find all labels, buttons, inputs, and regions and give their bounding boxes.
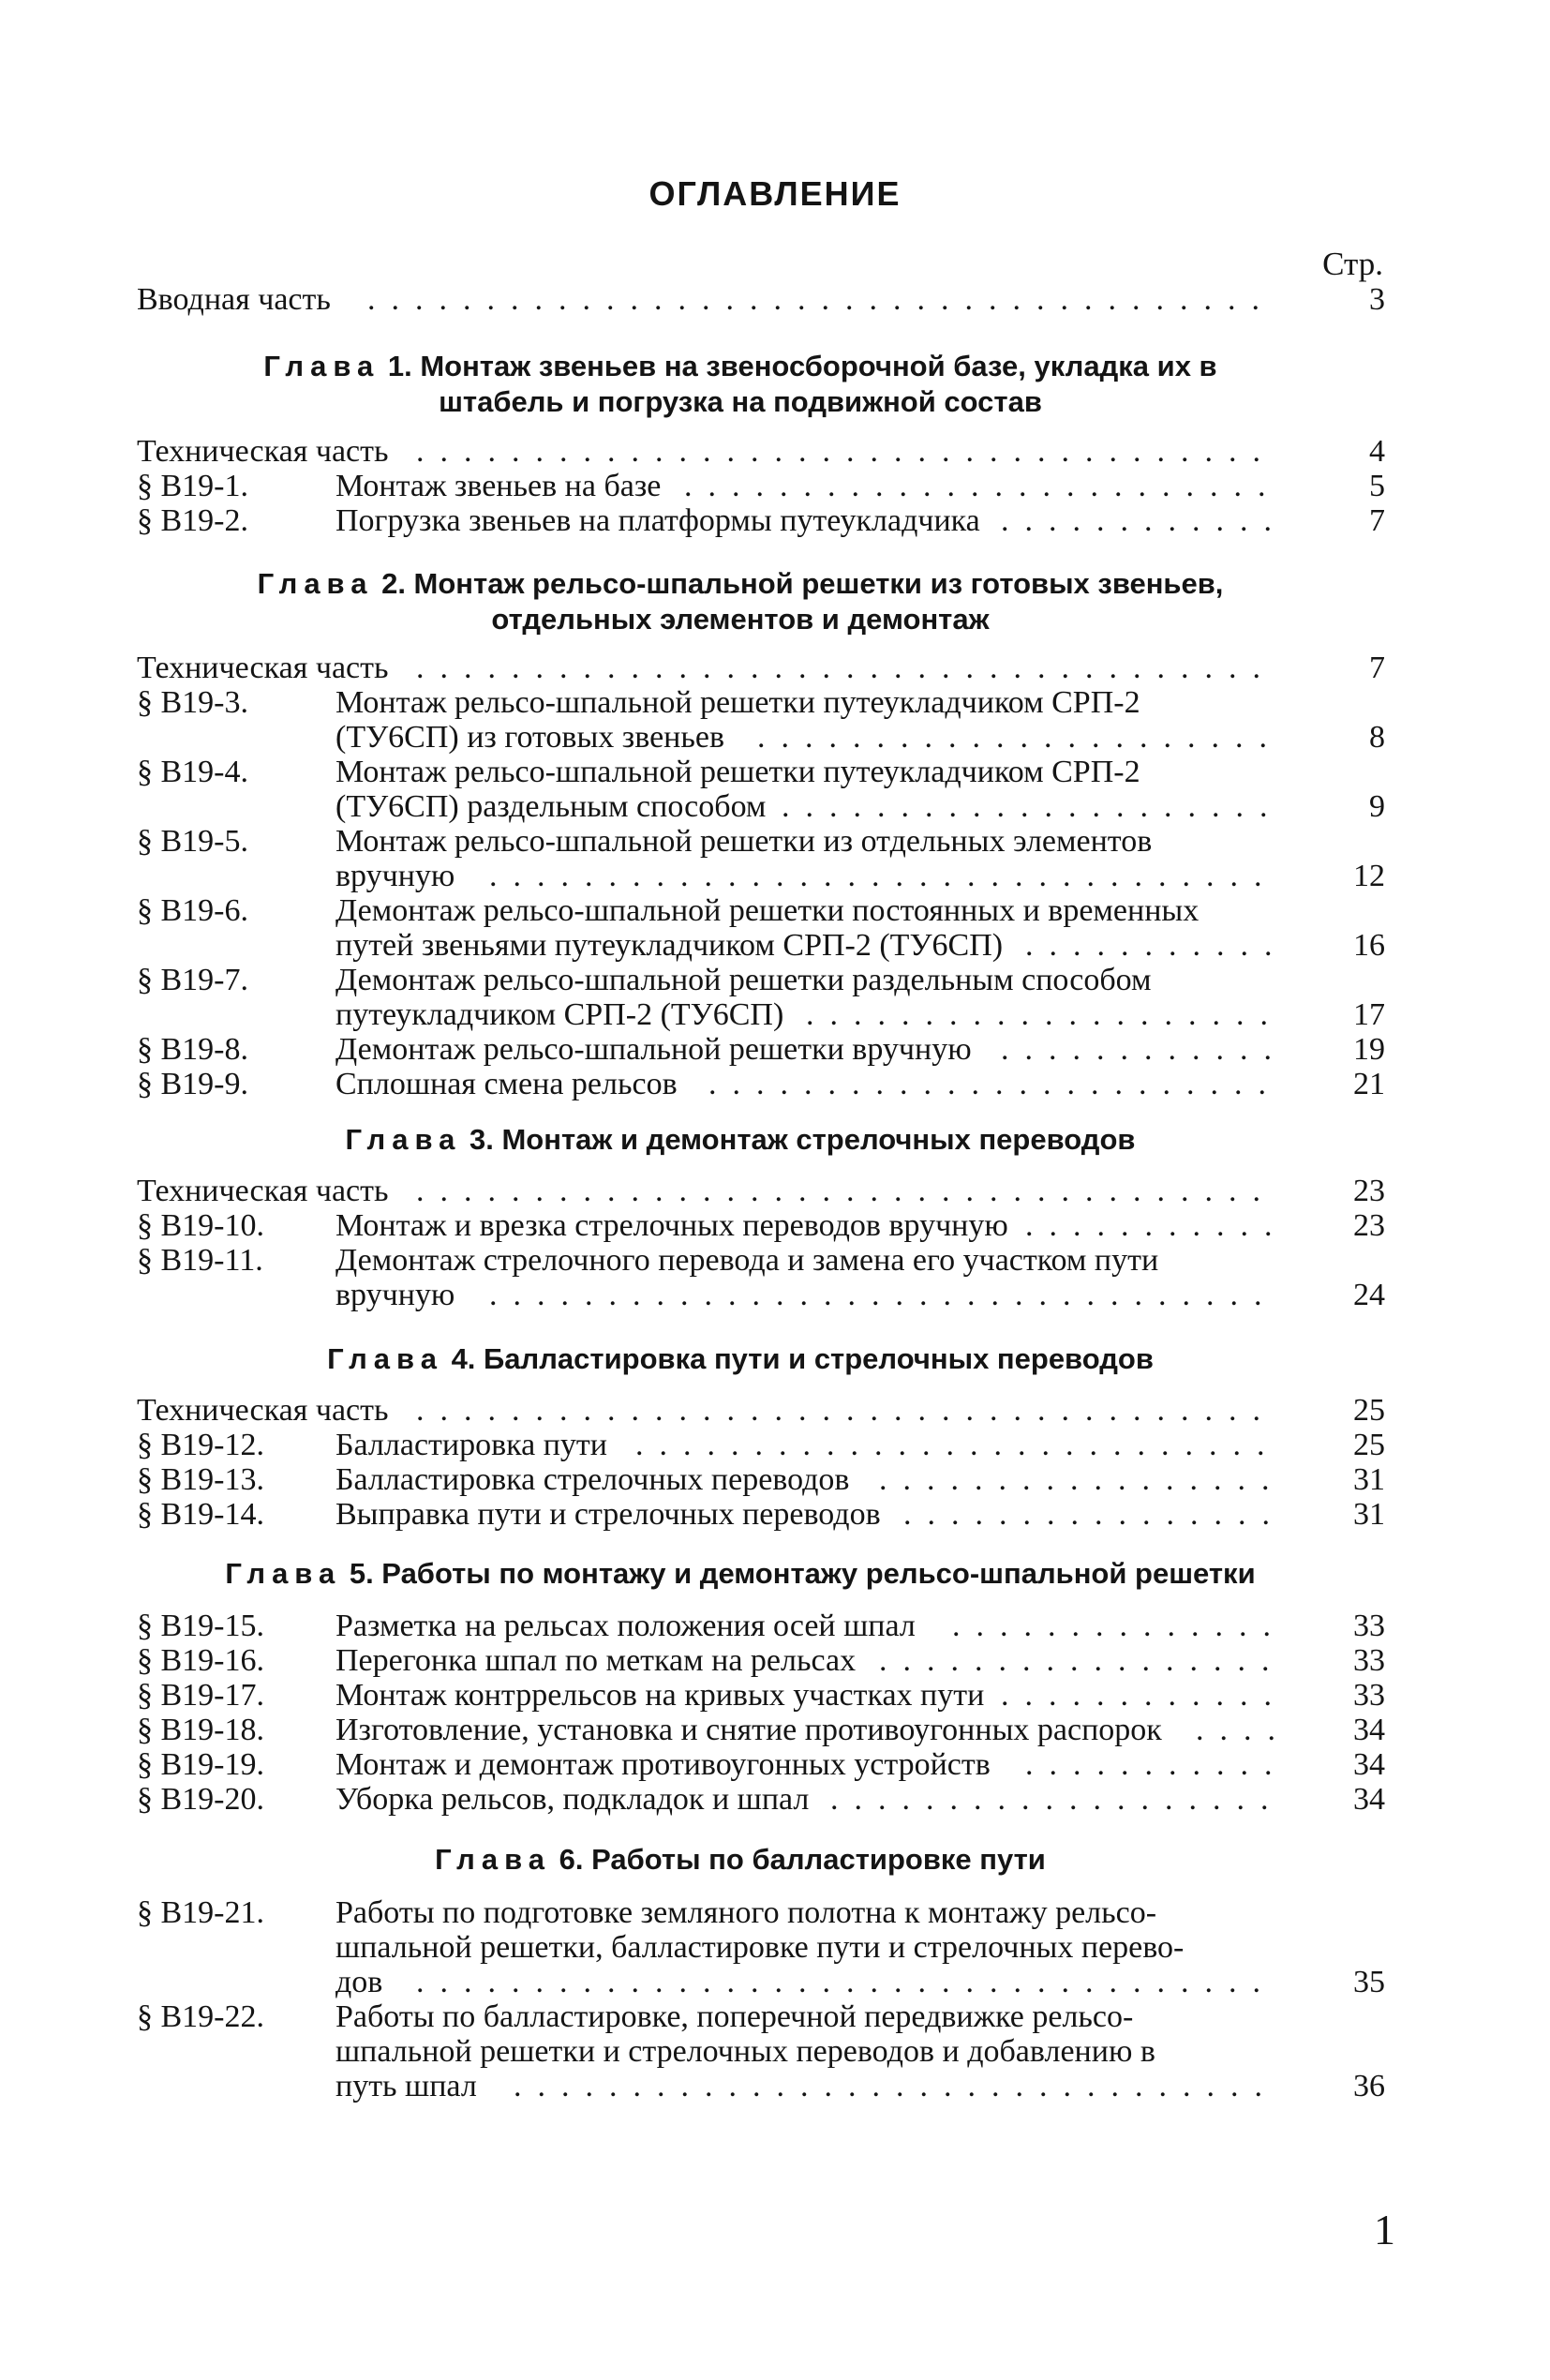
entry-text: Техническая часть [137, 1393, 389, 1428]
entry-text: шпальной решетки, балластировке пути и стрелочных перево- [335, 1930, 1185, 1965]
toc-entry-line [0, 2069, 1550, 2103]
page-ref: 9 [1369, 789, 1385, 824]
section-number: § В19-10. [137, 1208, 264, 1243]
chapter-heading [141, 1341, 1340, 1377]
chapter-heading-line [141, 566, 1340, 602]
leader-dots: ................................ [514, 2069, 1278, 2103]
page-ref: 33 [1353, 1678, 1385, 1713]
section-number: § В19-8. [137, 1032, 248, 1067]
page-ref: 33 [1353, 1609, 1385, 1643]
page-number: 1 [1374, 2206, 1395, 2253]
toc-entry-line [0, 928, 1550, 963]
chapter-title: 2. Монтаж рельсо-шпальной решетки из готовых звеньев, [381, 567, 1224, 600]
chapter-heading [141, 1122, 1340, 1158]
chapter-title-line2: штабель и погрузка на подвижной состав [439, 385, 1042, 418]
toc-technical-part [0, 651, 1550, 685]
page-ref: 23 [1353, 1208, 1385, 1243]
entry-text: Погрузка звеньев на платформы путеукладчика [335, 503, 980, 538]
page-ref: 5 [1369, 469, 1385, 503]
page-ref: 7 [1369, 651, 1385, 685]
chapter-heading-line [141, 1341, 1340, 1377]
entry-text: путей звеньями путеукладчиком СРП-2 (ТУ6СП) [335, 928, 1004, 963]
toc-entry-line [0, 1243, 1550, 1278]
section-number: § В19-14. [137, 1497, 264, 1532]
leader-dots: ...................... [757, 720, 1283, 755]
page-ref: 7 [1369, 503, 1385, 538]
entry-text: Балластировка стрелочных переводов [335, 1462, 850, 1497]
toc-entry-line [0, 893, 1550, 928]
entry-text: Техническая часть [137, 434, 389, 469]
leader-dots: .................................... [416, 1393, 1276, 1428]
chapter-label: Глава [225, 1557, 342, 1590]
entry-text: Монтаж рельсо-шпальной решетки путеукладчиком СРП-2 [335, 755, 1140, 789]
chapter-label: Глава [435, 1843, 551, 1876]
entry-text: Техническая часть [137, 651, 389, 685]
toc-entry-line [0, 2034, 1550, 2069]
entry-text: вручную [335, 1278, 455, 1312]
chapter-heading [141, 566, 1340, 637]
toc-entry-line [0, 503, 1550, 538]
chapter-heading-line [141, 1842, 1340, 1878]
entry-text: шпальной решетки и стрелочных переводов и добавлению в [335, 2034, 1155, 2069]
chapter-heading [141, 1556, 1340, 1592]
entry-text: (ТУ6СП) из готовых звеньев [335, 720, 725, 755]
toc-entry-line [0, 1747, 1550, 1782]
toc-entry-line [0, 720, 1550, 755]
toc-entry-line [0, 1678, 1550, 1713]
entry-text: Перегонка шпал по меткам на рельсах [335, 1643, 857, 1678]
section-number: § В19-2. [137, 503, 248, 538]
section-number: § В19-13. [137, 1462, 264, 1497]
toc-entry-line [0, 859, 1550, 893]
page-column-label: Стр. [1322, 246, 1383, 282]
leader-dots: .................................... [416, 1174, 1276, 1208]
toc-entry-line [0, 1999, 1550, 2034]
entry-text: путеукладчиком СРП-2 (ТУ6СП) [335, 997, 784, 1032]
chapter-title-line2: отдельных элементов и демонтаж [491, 603, 990, 636]
entry-text: Монтаж рельсо-шпальной решетки путеукладчиком СРП-2 [335, 685, 1140, 720]
toc-entry-line [0, 469, 1550, 503]
section-number: § В19-16. [137, 1643, 264, 1678]
toc-entry-line [0, 1713, 1550, 1747]
leader-dots: ............ [1001, 1678, 1288, 1713]
entry-text: Монтаж звеньев на базе [335, 469, 662, 503]
leader-dots: ........... [1025, 1747, 1289, 1782]
toc-entry-line [0, 1965, 1550, 1999]
chapter-title: 1. Монтаж звеньев на звеносборочной базе, укладка их в [387, 350, 1217, 382]
section-number: § В19-19. [137, 1747, 264, 1782]
leader-dots: ................. [879, 1462, 1286, 1497]
leader-dots: ......................... [684, 469, 1282, 503]
chapter-label: Глава [263, 350, 380, 382]
toc-entry-line [0, 1895, 1550, 1930]
page-ref: 34 [1353, 1782, 1385, 1817]
toc-entry-line [0, 755, 1550, 789]
section-number: § В19-7. [137, 963, 248, 997]
leader-dots: ..................... [782, 789, 1284, 824]
entry-text: Выправка пути и стрелочных переводов [335, 1497, 881, 1532]
toc-entry-line [0, 789, 1550, 824]
entry-text: вручную [335, 859, 455, 893]
page-ref: 16 [1353, 928, 1385, 963]
leader-dots: .............. [952, 1609, 1287, 1643]
chapter-heading [141, 1842, 1340, 1878]
toc-technical-part [0, 434, 1550, 469]
page-ref: 24 [1353, 1278, 1385, 1312]
toc-entry-line [0, 1428, 1550, 1462]
page-ref: 31 [1353, 1462, 1385, 1497]
section-number: § В19-11. [137, 1243, 263, 1278]
page-title: ОГЛАВЛЕНИЕ [648, 174, 902, 213]
leader-dots: ............ [1001, 503, 1288, 538]
toc-technical-part [0, 1174, 1550, 1208]
toc-entry-line [0, 1462, 1550, 1497]
entry-text: Монтаж контррельсов на кривых участках пути [335, 1678, 985, 1713]
page-ref: 19 [1353, 1032, 1385, 1067]
entry-text: Уборка рельсов, подкладок и шпал [335, 1782, 810, 1817]
toc-entry-line [0, 963, 1550, 997]
entry-text: Разметка на рельсах положения осей шпал [335, 1609, 916, 1643]
section-number: § В19-12. [137, 1428, 264, 1462]
section-number: § В19-4. [137, 755, 248, 789]
leader-dots: ........... [1025, 928, 1289, 963]
page-ref: 25 [1353, 1428, 1385, 1462]
leader-dots: .................................... [416, 434, 1276, 469]
chapter-label: Глава [257, 567, 374, 600]
section-number: § В19-17. [137, 1678, 264, 1713]
leader-dots: ................ [903, 1497, 1286, 1532]
section-number: § В19-15. [137, 1609, 264, 1643]
toc-entry-line [0, 1782, 1550, 1817]
entry-text: Работы по подготовке земляного полотна к монтажу рельсо- [335, 1895, 1157, 1930]
leader-dots: .................................... [416, 651, 1276, 685]
chapter-title: 6. Работы по балластировке пути [559, 1843, 1046, 1876]
entry-text: (ТУ6СП) раздельным способом [335, 789, 767, 824]
page-ref: 4 [1369, 434, 1385, 469]
toc-entry-line [0, 1609, 1550, 1643]
page-ref: 3 [1369, 282, 1385, 317]
page-ref: 23 [1353, 1174, 1385, 1208]
toc-entry-line [0, 1067, 1550, 1101]
leader-dots: .................................... [416, 1965, 1276, 1999]
leader-dots: ................... [830, 1782, 1285, 1817]
section-number: § В19-1. [137, 469, 248, 503]
section-number: § В19-6. [137, 893, 248, 928]
section-number: § В19-22. [137, 1999, 264, 2034]
leader-dots: .................... [806, 997, 1284, 1032]
chapter-title: 4. Балластировка пути и стрелочных переводов [451, 1342, 1154, 1375]
toc-technical-part [0, 1393, 1550, 1428]
section-number: § В19-21. [137, 1895, 264, 1930]
toc-entry-line [0, 824, 1550, 859]
page-ref: 31 [1353, 1497, 1385, 1532]
section-number: § В19-9. [137, 1067, 248, 1101]
entry-text: Сплошная смена рельсов [335, 1067, 678, 1101]
page-ref: 8 [1369, 720, 1385, 755]
toc-entry-line [0, 1497, 1550, 1532]
entry-text: Монтаж и врезка стрелочных переводов вручную [335, 1208, 1008, 1243]
page-ref: 34 [1353, 1713, 1385, 1747]
section-number: § В19-5. [137, 824, 248, 859]
section-number: § В19-3. [137, 685, 248, 720]
toc-entry-line [0, 1208, 1550, 1243]
page-ref: 25 [1353, 1393, 1385, 1428]
entry-text: Демонтаж рельсо-шпальной решетки раздельным способом [335, 963, 1152, 997]
toc-entry-line [0, 997, 1550, 1032]
toc-entry-line [0, 1930, 1550, 1965]
leader-dots: ............ [1001, 1032, 1288, 1067]
page-ref: 33 [1353, 1643, 1385, 1678]
entry-text: Балластировка пути [335, 1428, 607, 1462]
chapter-heading-line [141, 349, 1340, 384]
entry-text: Монтаж рельсо-шпальной решетки из отдельных элементов [335, 824, 1153, 859]
toc-entry-line [0, 1643, 1550, 1678]
page-ref: 17 [1353, 997, 1385, 1032]
entry-text: Работы по балластировке, поперечной передвижке рельсо- [335, 1999, 1134, 2034]
entry-text: Вводная часть [137, 282, 331, 317]
leader-dots: .... [1196, 1713, 1291, 1747]
chapter-heading-line [141, 1556, 1340, 1592]
chapter-heading-line [141, 1122, 1340, 1158]
leader-dots: ........................... [635, 1428, 1281, 1462]
entry-text: Демонтаж стрелочного перевода и замена его участком пути [335, 1243, 1159, 1278]
chapter-title: 5. Работы по монтажу и демонтажу рельсо-шпальной решетки [349, 1557, 1256, 1590]
toc-entry-line [0, 1032, 1550, 1067]
chapter-heading [141, 349, 1340, 420]
entry-text: Демонтаж рельсо-шпальной решетки постоянных и временных [335, 893, 1200, 928]
entry-text: путь шпал [335, 2069, 477, 2103]
entry-text: Монтаж и демонтаж противоугонных устройств [335, 1747, 991, 1782]
chapter-label: Глава [327, 1342, 443, 1375]
page-ref: 34 [1353, 1747, 1385, 1782]
page-ref: 35 [1353, 1965, 1385, 1999]
toc-entry-line [0, 1278, 1550, 1312]
chapter-title: 3. Монтаж и демонтаж стрелочных переводов [469, 1123, 1136, 1156]
page-ref: 36 [1353, 2069, 1385, 2103]
leader-dots: ........................ [708, 1067, 1282, 1101]
entry-text: Изготовление, установка и снятие противоугонных распорок [335, 1713, 1162, 1747]
section-number: § В19-20. [137, 1782, 264, 1817]
chapter-label: Глава [345, 1123, 462, 1156]
entry-text: Техническая часть [137, 1174, 389, 1208]
section-number: § В19-18. [137, 1713, 264, 1747]
leader-dots: ................. [879, 1643, 1286, 1678]
leader-dots: ................................. [489, 1278, 1278, 1312]
entry-text: Демонтаж рельсо-шпальной решетки вручную [335, 1032, 972, 1067]
leader-dots: ........... [1025, 1208, 1289, 1243]
toc-entry-line [0, 685, 1550, 720]
entry-text: дов [335, 1965, 383, 1999]
page-ref: 21 [1353, 1067, 1385, 1101]
toc-intro [0, 282, 1550, 317]
page-ref: 12 [1353, 859, 1385, 893]
leader-dots: ................................. [489, 859, 1278, 893]
leader-dots: ...................................... [367, 282, 1275, 317]
